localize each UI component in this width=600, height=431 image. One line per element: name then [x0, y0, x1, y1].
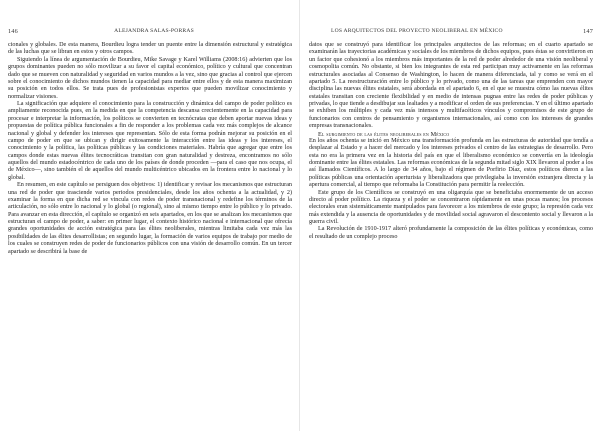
left-page-header: [4, 28, 296, 38]
right-page-header: [305, 28, 597, 38]
left-page-body: [8, 42, 292, 256]
paragraph: En resumen, en este capítulo se persiguen dos objetivos: 1) identificar y revisar los mecanismos que estructuran una red de poder que trasciende varios periodos presidenciales, desde los años ochenta a la actualidad, y 2) examinar la forma en que dicha red se vincula con redes de poder transnacional y redefine los términos de la articulación, no sólo entre lo nacional y lo global (o regional), sino al mismo tiempo entre lo público y lo privado. Para avanzar en esta dirección, el capítulo se organizó en seis apartados, en los que se analizan los mecanismos que estructuran el campo de poder, a saber: en primer lugar, el contexto histórico nacional e internacional que ofrecía grandes oportunidades de acción estratégica para las élites neoliberales, mientras limitaba cada vez más las posibilidades de las élites desarrollistas; en segundo lugar, la formación de varios equipos de trabajo por medio de los cuales se construyen redes de poder de funcionarios públicos con una visión de desarrollo común. En un tercer apartado se describirá la base de: [8, 182, 292, 255]
section-heading-text: El surgimiento de las élites neoliberales en México: [318, 130, 450, 138]
left-running-head: ALEJANDRA SALAS-PORRAS: [114, 28, 194, 34]
right-page-body: [309, 42, 593, 241]
section-heading: [309, 131, 593, 138]
left-page: [4, 0, 296, 431]
paragraph: En los años ochenta se inició en México una transformación profunda en las estructuras de autoridad que tendía a desplazar al Estado y a hacer del mercado y los intereses privados el centro de las estrategias de desarrollo. Pero esta no era la primera vez en la historia del país en que el liberalismo económico se convertía en la ideología dominante entre las élites estatales. Las reformas económicas de la segunda mitad siglo XIX llevaron al poder a los así llamados Científicos. A lo largo de 34 años, bajo el régimen de Porfirio Díaz, estos políticos dieron a las políticas públicas una orientación aperturista y liberalizadora que privilegiaba la inversión extranjera directa y la apertura comercial, al tiempo que reformaba la Constitución para permitir la reelección.: [309, 137, 593, 189]
right-page: [305, 0, 597, 431]
paragraph: La Revolución de 1910-1917 alteró profundamente la composición de las élites políticas y económicas, como el resultado de un complejo proceso: [309, 226, 593, 240]
paragraph: Siguiendo la línea de argumentación de Bourdieu, Mike Savage y Karel Williams (2008:16) advierten que los grupos dominantes pueden no sólo movilizar a su favor el capital económico, político y cultural que concentran dado que se mueven con naturalidad y seguridad en varios mundos a la vez, sino que gracias al control que ejercen sobre el conocimiento de dichos mundos tienen la capacidad para mediar entre ellos y de esta manera maximizan su posición en todos ellos. Se trata pues de profesionistas expertos que pueden movilizar conocimiento y normalizar visiones.: [8, 56, 292, 100]
gutter: [299, 0, 300, 431]
paragraph: cionales y globales. De esta manera, Bourdieu logra tender un puente entre la dimensión estructural y estratégica de las luchas que se libran en estos y otros campos.: [8, 42, 292, 56]
paragraph: La significación que adquiere el conocimiento para la construcción y dinámica del campo de poder político es ampliamente reconocida pues, en la medida en que la competencia descansa crecientemente en la capacidad para procesar e interpretar la información, los políticos se convierten en tecnócratas que deben aportar nuevas ideas y propuestas de política pública funcionales a fin de responder a los problemas cada vez más complejos de alcance nacional y global y defender los intereses que representan. Sólo de esta forma podrán mejorar su posición en el campo de poder en que se ubican y dirigir exitosamente la interacción entre las ideas y los intereses, el conocimiento y la política, las políticas públicas y las condiciones materiales. Habría que agregar que entre los campos donde estas nuevas élites tecnocráticas transitan con gran naturalidad y destreza, encontramos no sólo aquellos del mundo estadocéntrico de cada uno de los países de donde proceden —para el caso que nos ocupa, el de México—, sino también el de aquellos del mundo multicéntrico ubicados en la frontera entre lo nacional y lo global.: [8, 101, 292, 181]
paragraph: Este grupo de los Científicos se construyó en una oligarquía que se beneficiaba enormemente de un acceso directo al poder político. La riqueza y el poder se concentraron rápidamente en unas pocas manos; los procesos electorales eran sistemáticamente manipulados para favorecer a los miembros de este grupo; la represión cada vez más extendida y la ausencia de oportunidades y de movilidad social agravaron el descontento social y llevaron a la guerra civil.: [309, 189, 593, 225]
paragraph: datos que se construyó para identificar los principales arquitectos de las reformas; en el cuarto apartado se examinarán las trayectorias académicas y sociales de los miembros de dichos equipos, pues éstas se convirtieron en un factor que cohesionó a los miembros más importantes de la red de poder alrededor de una visión neoliberal y cosmopolita común. No obstante, si bien los integrantes de esta red participan muy activamente en las reformas estructurales asociadas al Consenso de Washington, lo hacen de manera diferenciada, tal y como se verá en el apartado 5. La reestructuración entre lo público y lo privado, como una de las tareas que emprenden con mayor disciplina las nuevas élites estatales, será abordada en el apartado 6, en el que se muestra cómo las nuevas élites estatales transitan con creciente flexibilidad y en medio de intensas pugnas entre las redes de poder públicas y privadas, lo que tiende a desdibujar sus lealtades y a modificar el orden de sus preferencias. Y en el último apartado se exhiben los múltiples y cada vez más intensos y multifacéticos vínculos y compromisos de este grupo de funcionarios con centros de pensamiento y organismos internacionales, así como con los intereses de grandes empresas transnacionales.: [309, 42, 593, 130]
left-page-number: 146: [8, 28, 18, 35]
right-running-head: LOS ARQUITECTOS DEL PROYECTO NEOLIBERAL EN MÉXICO: [331, 28, 503, 34]
right-page-number: 147: [583, 28, 593, 35]
